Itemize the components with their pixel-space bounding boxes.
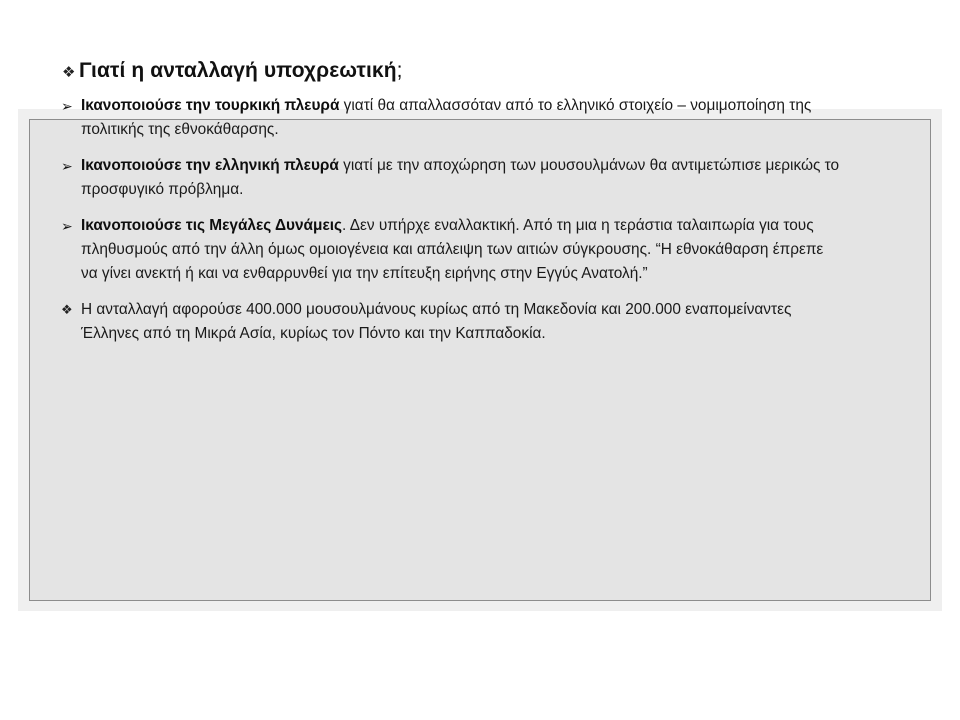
arrow-bullet-icon: ➢ — [61, 218, 73, 234]
list-item — [61, 214, 841, 286]
item-text: γιατί θα απαλλασσόταν από το ελληνικό στοιχείο – νομιμοποίηση της πολιτικής της εθνοκάθαρσης. — [81, 97, 812, 138]
list-item — [61, 94, 841, 142]
heading-bullet-icon: ❖ — [62, 64, 76, 81]
bullet-list — [61, 94, 841, 358]
list-item — [61, 298, 841, 346]
item-bold-text: Ικανοποιούσε τις Μεγάλες Δυνάμεις — [81, 217, 343, 234]
arrow-bullet-icon: ➢ — [61, 158, 73, 174]
item-bold-text: Ικανοποιούσε την τουρκική πλευρά — [81, 97, 340, 114]
item-text: γιατί με την αποχώρηση των μουσουλμάνων θα αντιμετώπισε μερικώς το προσφυγικό πρόβλημα. — [81, 157, 840, 198]
heading-question-mark: ; — [396, 59, 403, 82]
item-bold-text: Ικανοποιούσε την ελληνική πλευρά — [81, 157, 339, 174]
star-bullet-icon: ❖ — [61, 302, 73, 317]
item-text: Η ανταλλαγή αφορούσε 400.000 μουσουλμάνους κυρίως από τη Μακεδονία και 200.000 εναπομείναντες Έλληνες από τη Μικρά Ασία, κυρίως τον Πόντο και την Καππαδοκία. — [81, 301, 792, 342]
item-text: . Δεν υπήρχε εναλλακτική. Από τη μια η τεράστια ταλαιπωρία για τους πληθυσμούς από την άλλη όμως ομοιογένεια και απάλειψη των αιτιών σύγκρουσης. “Η εθνοκάθαρση έπρεπε να γίνει ανεκτή ή και να ενθαρρυνθεί για την επίτευξη ειρήνης στην Εγγύς Ανατολή.” — [81, 217, 824, 282]
arrow-bullet-icon: ➢ — [61, 98, 73, 114]
slide-heading — [62, 59, 403, 83]
heading-text: Γιατί η ανταλλαγή υποχρεωτική — [79, 59, 397, 82]
list-item — [61, 154, 841, 202]
